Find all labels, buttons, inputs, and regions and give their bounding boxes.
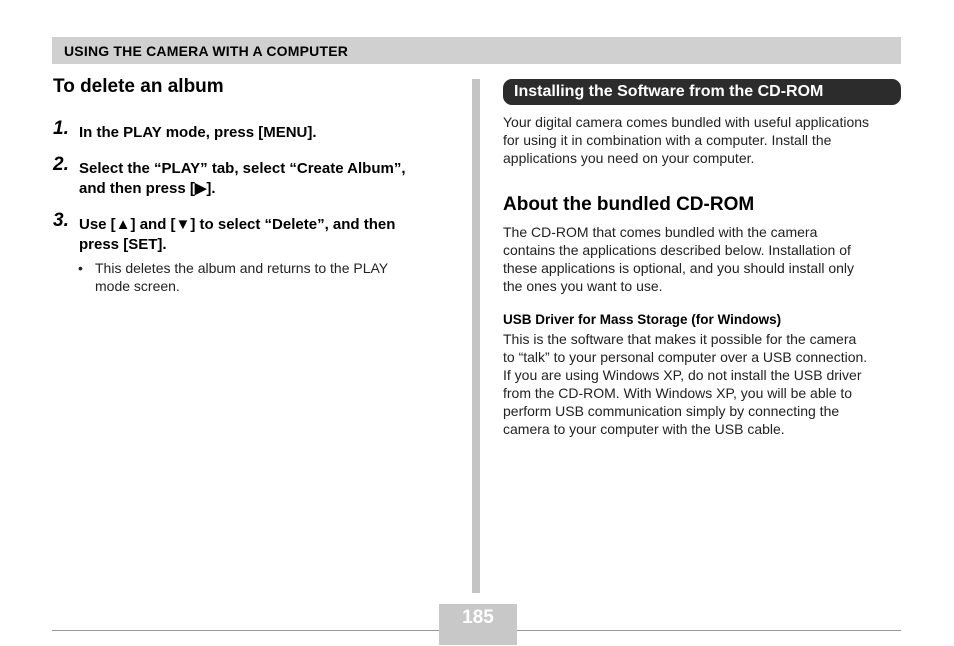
step-text: Use [▲] and [▼] to select “Delete”, and then <box>79 216 396 233</box>
right-column <box>503 79 901 437</box>
step-text: In the PLAY mode, press [MENU]. <box>79 124 317 141</box>
intro-line: Your digital camera comes bundled with useful applications <box>503 114 870 130</box>
about-paragraph <box>503 223 903 295</box>
usb-line: camera to your computer with the USB cable. <box>503 421 785 437</box>
about-cdrom-heading: About the bundled CD-ROM <box>503 194 755 215</box>
note-bullet <box>53 260 475 295</box>
about-line: the ones you want to use. <box>503 278 663 294</box>
usb-driver-heading: USB Driver for Mass Storage (for Windows) <box>503 312 782 327</box>
usb-line: If you are using Windows XP, do not install the USB driver <box>503 367 862 383</box>
header-bar <box>52 37 901 64</box>
intro-line: for using it in combination with a computer. Install the <box>503 132 832 148</box>
page-number: 185 <box>462 607 494 628</box>
step-text: press [SET]. <box>79 236 167 253</box>
usb-line: This is the software that makes it possible for the camera <box>503 331 857 347</box>
step-2 <box>53 154 489 199</box>
step-text: and then press [▶]. <box>79 180 216 197</box>
step-number: 3. <box>53 210 69 231</box>
note-text: This deletes the album and returns to the PLAY <box>95 260 389 276</box>
note-text: mode screen. <box>95 277 180 294</box>
step-3 <box>53 210 489 255</box>
usb-paragraph <box>503 330 903 438</box>
intro-line: applications you need on your computer. <box>503 150 755 166</box>
section-title-pill: Installing the Software from the CD-ROM <box>503 79 901 105</box>
about-line: contains the applications described below. Installation of <box>503 242 851 258</box>
about-line: The CD-ROM that comes bundled with the camera <box>503 224 818 240</box>
usb-line: perform USB communication simply by connecting the <box>503 403 840 419</box>
bullet-marker: • <box>78 260 83 276</box>
page-number-box <box>439 604 517 645</box>
delete-album-heading: To delete an album <box>53 76 224 97</box>
usb-line: to “talk” to your personal computer over a USB connection. <box>503 349 868 365</box>
usb-line: from the CD-ROM. With Windows XP, you will be able to <box>503 385 853 401</box>
about-line: these applications is optional, and you should install only <box>503 260 855 276</box>
step-number: 1. <box>53 118 69 139</box>
intro-paragraph <box>503 113 903 167</box>
step-text: Select the “PLAY” tab, select “Create Album”, <box>79 160 406 177</box>
chapter-title: USING THE CAMERA WITH A COMPUTER <box>64 43 349 59</box>
column-divider <box>472 79 480 593</box>
step-1 <box>53 118 489 143</box>
step-number: 2. <box>53 154 69 175</box>
